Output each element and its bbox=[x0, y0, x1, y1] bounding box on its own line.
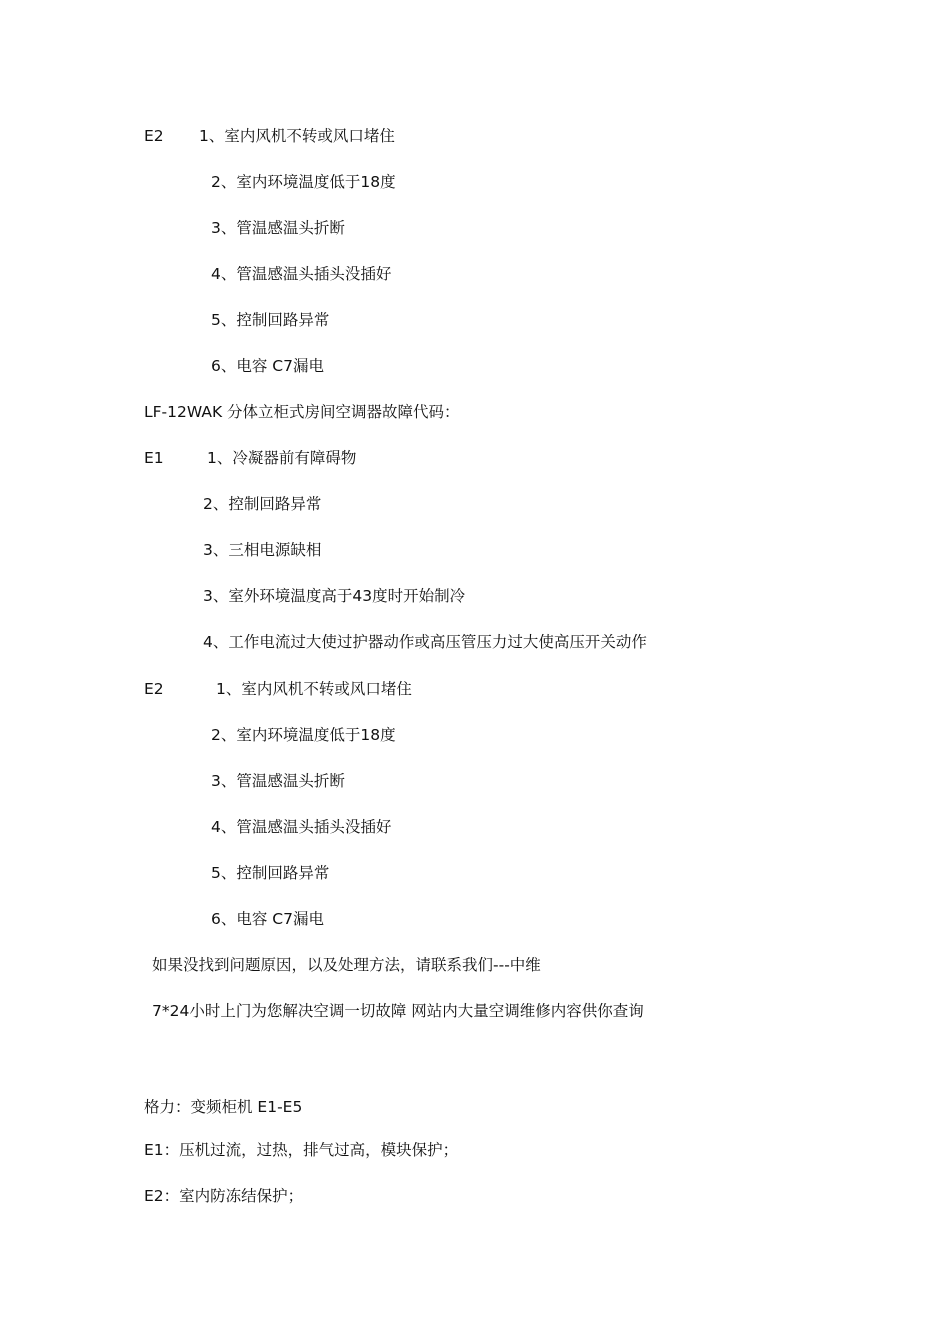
section-heading: 格力：变频柜机 E1-E5 bbox=[144, 1098, 303, 1116]
fault-item: 4、管温感温头插头没插好 bbox=[211, 818, 392, 836]
error-code-e1: E1 bbox=[144, 449, 164, 467]
fault-item: 1、冷凝器前有障碍物 bbox=[207, 449, 357, 467]
fault-item: 3、管温感温头折断 bbox=[211, 772, 345, 790]
fault-item: E2：室内防冻结保护； bbox=[144, 1187, 304, 1205]
fault-item: 4、工作电流过大使过护器动作或高压管压力过大使高压开关动作 bbox=[203, 633, 647, 651]
fault-item: 6、电容 C7漏电 bbox=[211, 910, 324, 928]
fault-item: 3、三相电源缺相 bbox=[203, 541, 322, 559]
fault-item: 4、管温感温头插头没插好 bbox=[211, 265, 392, 283]
fault-item: 2、室内环境温度低于18度 bbox=[211, 173, 396, 191]
section-heading: LF-12WAK 分体立柜式房间空调器故障代码： bbox=[144, 403, 460, 421]
fault-item: 2、控制回路异常 bbox=[203, 495, 322, 513]
contact-line: 7*24小时上门为您解决空调一切故障 网站内大量空调维修内容供你查询 bbox=[152, 1002, 644, 1020]
fault-item: 1、室内风机不转或风口堵住 bbox=[199, 127, 395, 145]
fault-item: 5、控制回路异常 bbox=[211, 311, 330, 329]
fault-item: 3、室外环境温度高于43度时开始制冷 bbox=[203, 587, 466, 605]
error-code-e2: E2 bbox=[144, 680, 164, 698]
fault-item: 3、管温感温头折断 bbox=[211, 219, 345, 237]
error-code-e2: E2 bbox=[144, 127, 164, 145]
fault-item: E1：压机过流，过热，排气过高，模块保护； bbox=[144, 1141, 459, 1159]
fault-item: 1、室内风机不转或风口堵住 bbox=[216, 680, 412, 698]
fault-item: 5、控制回路异常 bbox=[211, 864, 330, 882]
fault-item: 2、室内环境温度低于18度 bbox=[211, 726, 396, 744]
fault-item: 6、电容 C7漏电 bbox=[211, 357, 324, 375]
contact-line: 如果没找到问题原因，以及处理方法，请联系我们---中维 bbox=[152, 956, 541, 974]
